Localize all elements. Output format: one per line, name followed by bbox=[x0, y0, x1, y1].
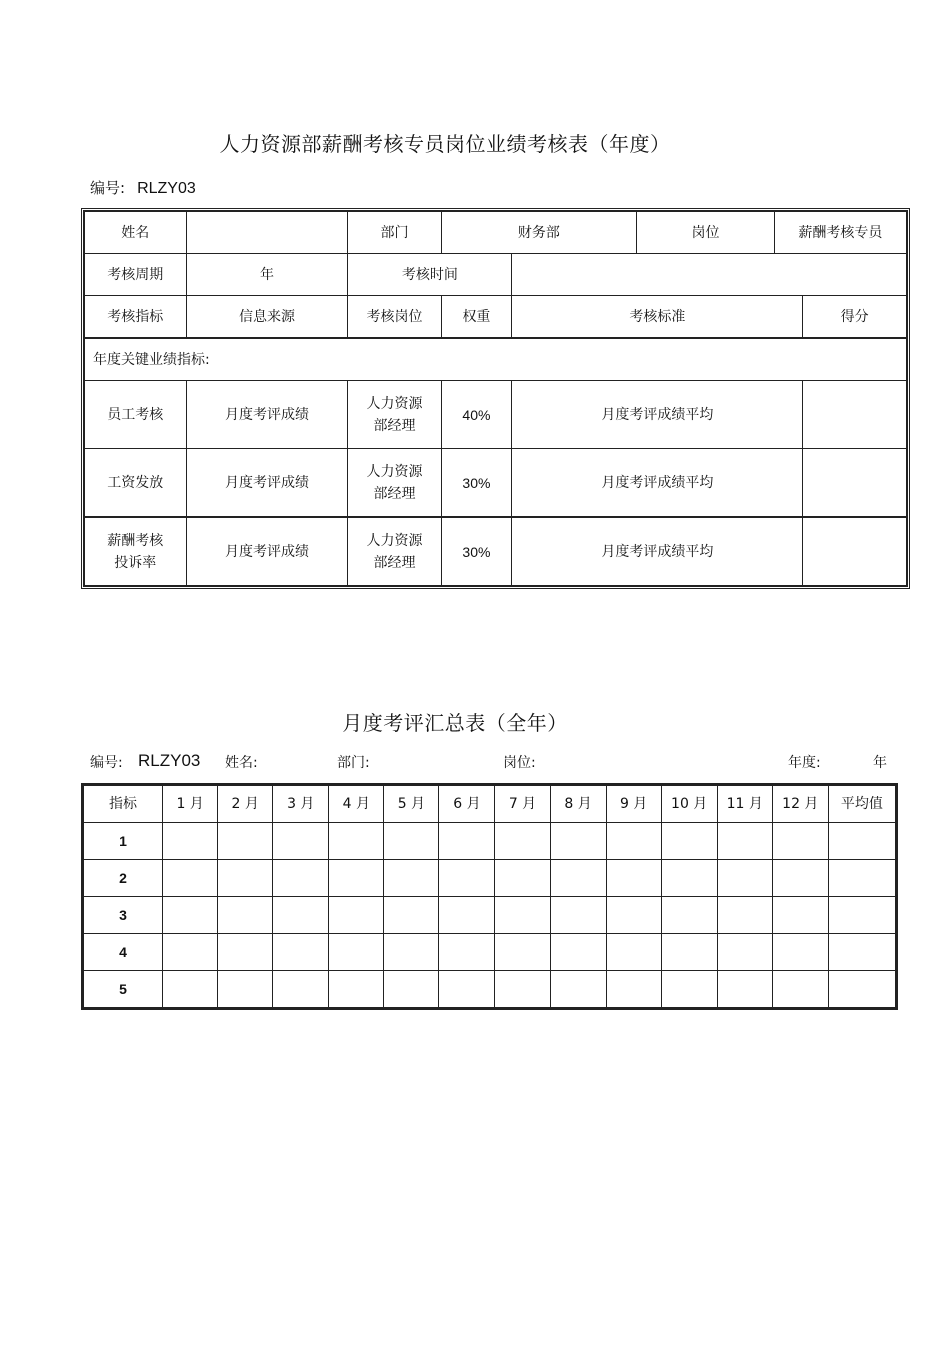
kpi-name bbox=[85, 517, 187, 586]
month-cell[interactable] bbox=[384, 934, 439, 971]
name-label: 姓名 bbox=[85, 212, 187, 254]
header-post: 考核岗位 bbox=[348, 296, 441, 339]
month-cell[interactable] bbox=[772, 860, 828, 897]
kpi-source: 月度考评成绩 bbox=[186, 517, 348, 586]
month-cell[interactable] bbox=[273, 860, 329, 897]
column-month: 1 月 bbox=[163, 786, 218, 823]
average-cell[interactable] bbox=[828, 860, 895, 897]
month-cell[interactable] bbox=[661, 860, 717, 897]
kpi-name: 工资发放 bbox=[85, 449, 187, 518]
indicator-number: 5 bbox=[84, 971, 163, 1008]
month-cell[interactable] bbox=[329, 823, 384, 860]
form1-code bbox=[90, 177, 196, 198]
month-cell[interactable] bbox=[384, 897, 439, 934]
indicator-row bbox=[84, 823, 896, 860]
column-month: 9 月 bbox=[606, 786, 661, 823]
kpi-post-text: 人力资源部经理 bbox=[366, 463, 423, 502]
time-field[interactable] bbox=[512, 254, 907, 296]
month-cell[interactable] bbox=[163, 934, 218, 971]
column-month: 12 月 bbox=[772, 786, 828, 823]
indicator-row bbox=[84, 934, 896, 971]
column-month: 8 月 bbox=[550, 786, 606, 823]
month-cell[interactable] bbox=[772, 897, 828, 934]
form2-post-label: 岗位: bbox=[503, 755, 536, 771]
kpi-standard: 月度考评成绩平均 bbox=[512, 517, 803, 586]
dept-label: 部门 bbox=[348, 212, 441, 254]
month-cell[interactable] bbox=[772, 823, 828, 860]
indicator-row bbox=[84, 860, 896, 897]
kpi-weight: 30% bbox=[441, 517, 512, 586]
column-month: 5 月 bbox=[384, 786, 439, 823]
month-cell[interactable] bbox=[495, 860, 550, 897]
month-cell[interactable] bbox=[329, 934, 384, 971]
header-source: 信息来源 bbox=[186, 296, 348, 339]
period-label: 考核周期 bbox=[85, 254, 187, 296]
month-cell[interactable] bbox=[384, 971, 439, 1008]
average-cell[interactable] bbox=[828, 823, 895, 860]
month-cell[interactable] bbox=[329, 897, 384, 934]
indicator-number: 4 bbox=[84, 934, 163, 971]
month-cell[interactable] bbox=[717, 934, 772, 971]
month-cell[interactable] bbox=[661, 971, 717, 1008]
form1-title: 人力资源部薪酬考核专员岗位业绩考核表（年度） bbox=[219, 132, 671, 156]
month-cell[interactable] bbox=[218, 971, 273, 1008]
month-cell[interactable] bbox=[772, 934, 828, 971]
kpi-row bbox=[85, 449, 907, 518]
month-cell[interactable] bbox=[550, 897, 606, 934]
code-label: 编号: bbox=[90, 179, 126, 197]
month-cell[interactable] bbox=[661, 897, 717, 934]
average-cell[interactable] bbox=[828, 934, 895, 971]
month-cell[interactable] bbox=[384, 823, 439, 860]
monthly-summary-table bbox=[81, 783, 898, 1010]
kpi-name-text: 薪酬考核投诉率 bbox=[107, 532, 164, 571]
month-cell[interactable] bbox=[606, 860, 661, 897]
monthly-grid bbox=[83, 785, 896, 1008]
month-cell[interactable] bbox=[218, 934, 273, 971]
column-month: 7 月 bbox=[495, 786, 550, 823]
kpi-score[interactable] bbox=[803, 449, 907, 518]
column-month: 2 月 bbox=[218, 786, 273, 823]
month-cell[interactable] bbox=[606, 971, 661, 1008]
month-cell[interactable] bbox=[163, 897, 218, 934]
header-score: 得分 bbox=[803, 296, 907, 339]
kpi-weight: 30% bbox=[441, 449, 512, 518]
header-standard: 考核标准 bbox=[512, 296, 803, 339]
header-weight: 权重 bbox=[441, 296, 512, 339]
month-cell[interactable] bbox=[606, 934, 661, 971]
dept-field[interactable]: 财务部 bbox=[441, 212, 637, 254]
form2-info-line bbox=[90, 752, 890, 774]
info-row-2 bbox=[85, 254, 907, 296]
section-row bbox=[85, 338, 907, 381]
month-cell[interactable] bbox=[495, 897, 550, 934]
kpi-weight: 40% bbox=[441, 381, 512, 449]
month-cell[interactable] bbox=[273, 823, 329, 860]
month-cell[interactable] bbox=[218, 897, 273, 934]
form2-name-label: 姓名: bbox=[225, 755, 258, 771]
month-cell[interactable] bbox=[163, 823, 218, 860]
kpi-row bbox=[85, 517, 907, 586]
month-header-row bbox=[84, 786, 896, 823]
form2-year-label: 年度: bbox=[788, 755, 821, 771]
average-cell[interactable] bbox=[828, 971, 895, 1008]
section-label: 年度关键业绩指标: bbox=[85, 338, 907, 381]
month-cell[interactable] bbox=[550, 934, 606, 971]
kpi-post bbox=[348, 449, 441, 518]
indicator-row bbox=[84, 897, 896, 934]
month-cell[interactable] bbox=[329, 860, 384, 897]
month-cell[interactable] bbox=[495, 934, 550, 971]
form2-dept-label: 部门: bbox=[337, 755, 370, 771]
month-cell[interactable] bbox=[550, 860, 606, 897]
month-cell[interactable] bbox=[717, 860, 772, 897]
kpi-source: 月度考评成绩 bbox=[186, 449, 348, 518]
month-cell[interactable] bbox=[384, 860, 439, 897]
indicator-number: 1 bbox=[84, 823, 163, 860]
month-cell[interactable] bbox=[606, 823, 661, 860]
month-cell[interactable] bbox=[439, 897, 495, 934]
column-month: 10 月 bbox=[661, 786, 717, 823]
period-field[interactable]: 年 bbox=[186, 254, 348, 296]
indicator-number: 3 bbox=[84, 897, 163, 934]
info-row-1 bbox=[85, 212, 907, 254]
kpi-post bbox=[348, 381, 441, 449]
header-indicator: 考核指标 bbox=[85, 296, 187, 339]
month-cell[interactable] bbox=[717, 823, 772, 860]
time-label: 考核时间 bbox=[348, 254, 512, 296]
month-cell[interactable] bbox=[273, 934, 329, 971]
kpi-score[interactable] bbox=[803, 517, 907, 586]
month-cell[interactable] bbox=[163, 971, 218, 1008]
post-label: 岗位 bbox=[637, 212, 775, 254]
column-average: 平均值 bbox=[828, 786, 895, 823]
kpi-post-text: 人力资源部经理 bbox=[366, 532, 423, 571]
average-cell[interactable] bbox=[828, 897, 895, 934]
form2-year-suffix: 年 bbox=[873, 755, 887, 771]
kpi-name: 员工考核 bbox=[85, 381, 187, 449]
month-cell[interactable] bbox=[218, 823, 273, 860]
form2-code-label: 编号: bbox=[90, 755, 123, 771]
month-cell[interactable] bbox=[495, 971, 550, 1008]
month-cell[interactable] bbox=[717, 897, 772, 934]
indicator-number: 2 bbox=[84, 860, 163, 897]
month-cell[interactable] bbox=[218, 860, 273, 897]
month-cell[interactable] bbox=[273, 897, 329, 934]
column-month: 11 月 bbox=[717, 786, 772, 823]
performance-table bbox=[81, 208, 910, 589]
month-cell[interactable] bbox=[439, 860, 495, 897]
month-cell[interactable] bbox=[439, 934, 495, 971]
code-value: RLZY03 bbox=[137, 180, 196, 197]
month-cell[interactable] bbox=[439, 823, 495, 860]
kpi-score[interactable] bbox=[803, 381, 907, 449]
kpi-post bbox=[348, 517, 441, 586]
name-field[interactable] bbox=[186, 212, 348, 254]
month-cell[interactable] bbox=[661, 823, 717, 860]
month-cell[interactable] bbox=[439, 971, 495, 1008]
month-cell[interactable] bbox=[661, 934, 717, 971]
month-cell[interactable] bbox=[495, 823, 550, 860]
form2-title: 月度考评汇总表（全年） bbox=[342, 711, 568, 735]
header-row bbox=[85, 296, 907, 339]
indicator-row bbox=[84, 971, 896, 1008]
month-cell[interactable] bbox=[717, 971, 772, 1008]
month-cell[interactable] bbox=[606, 897, 661, 934]
month-cell[interactable] bbox=[550, 823, 606, 860]
form2-code-value: RLZY03 bbox=[138, 751, 201, 770]
kpi-standard: 月度考评成绩平均 bbox=[512, 381, 803, 449]
column-month: 3 月 bbox=[273, 786, 329, 823]
column-month: 4 月 bbox=[329, 786, 384, 823]
kpi-row bbox=[85, 381, 907, 449]
month-cell[interactable] bbox=[163, 860, 218, 897]
month-cell[interactable] bbox=[772, 971, 828, 1008]
kpi-standard: 月度考评成绩平均 bbox=[512, 449, 803, 518]
kpi-post-text: 人力资源部经理 bbox=[366, 395, 423, 434]
month-cell[interactable] bbox=[273, 971, 329, 1008]
month-cell[interactable] bbox=[550, 971, 606, 1008]
column-indicator: 指标 bbox=[84, 786, 163, 823]
column-month: 6 月 bbox=[439, 786, 495, 823]
kpi-source: 月度考评成绩 bbox=[186, 381, 348, 449]
month-cell[interactable] bbox=[329, 971, 384, 1008]
post-field[interactable]: 薪酬考核专员 bbox=[774, 212, 906, 254]
